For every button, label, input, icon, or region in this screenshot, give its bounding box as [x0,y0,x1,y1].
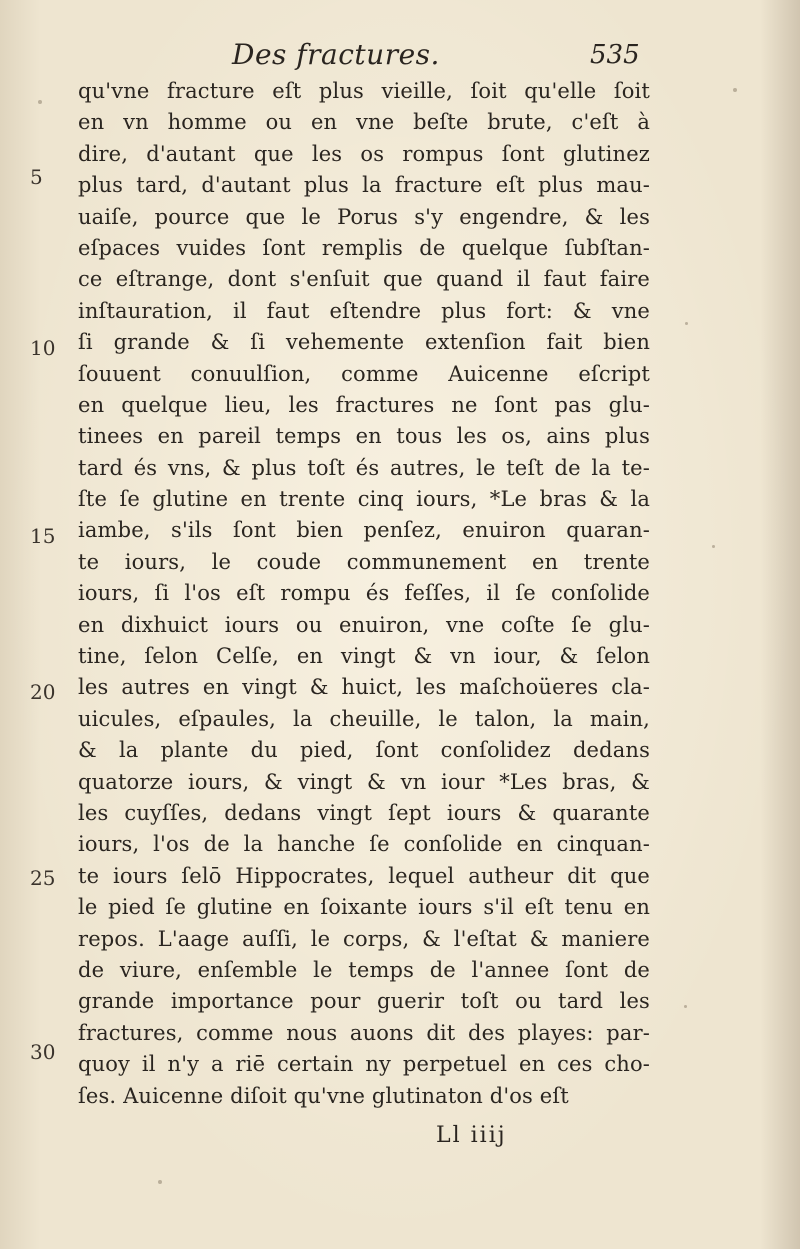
text-line: les autres en vingt & huict, les maſchoüeres cla- [78,675,650,700]
text-line: dire, d'autant que les os rompus ſont glutinez [78,141,650,166]
margin-line-number: 30 [30,1040,56,1064]
text-line: grande importance pour guerir toſt ou tard les [78,989,650,1014]
text-line: en vn homme ou en vne beſte brute, c'eſt à [78,110,650,135]
text-line: uicules, eſpaules, la cheuille, le talon, la main, [78,706,650,731]
text-line: tine, ſelon Celſe, en vingt & vn iour, & ſelon [78,644,650,669]
margin-line-number: 25 [30,866,56,890]
text-line: iours, l'os de la hanche ſe conſolide en cinquan- [78,832,650,857]
text-line: iambe, s'ils ſont bien penſez, enuiron quaran- [78,518,650,543]
text-line: te iours ſelō Hippocrates, lequel autheur dit que [78,863,650,888]
paper-speck [38,100,42,104]
text-line: ſte ſe glutine en trente cinq iours, *Le bras & la [78,487,650,512]
text-line: ſes. Auicenne diſoit qu'vne glutinaton d'os eſt [78,1083,569,1108]
text-line: ce eſtrange, dont s'enſuit que quand il faut faire [78,267,650,292]
margin-line-number: 20 [30,680,56,704]
text-line: ſi grande & ſi vehemente extenſion fait bien [78,330,650,355]
text-line: repos. L'aage auſſi, le corps, & l'eſtat & maniere [78,926,650,951]
page-number: 535 [590,40,640,70]
paper-speck [158,1180,162,1184]
text-line: quatorze iours, & vingt & vn iour *Les bras, & [78,769,650,794]
text-line: eſpaces vuides ſont remplis de quelque ſubſtan- [78,235,650,260]
margin-line-number: 15 [30,524,56,548]
signature-mark: Ll iiij [436,1123,507,1148]
text-line: uaiſe, pource que le Porus s'y engendre, & les [78,204,650,229]
text-line: fractures, comme nous auons dit des playes: par- [78,1020,650,1045]
text-line: inſtauration, il faut eſtendre plus fort: & vne [78,298,650,323]
text-line: ſouuent conuulſion, comme Auicenne eſcript [78,361,650,386]
text-line: tard és vns, & plus toſt és autres, le teſt de la te- [78,455,650,480]
text-line: iours, ſi l'os eſt rompu és feſſes, il ſe conſolide [78,581,650,606]
text-line: qu'vne fracture eſt plus vieille, ſoit qu'elle ſoit [78,79,650,103]
text-line: les cuyſſes, dedans vingt ſept iours & quarante [78,800,650,825]
paper-speck [685,322,688,325]
paper-speck [712,545,715,548]
text-line: tinees en pareil temps en tous les os, ains plus [78,424,650,449]
margin-line-number: 10 [30,336,56,360]
text-line: te iours, le coude communement en trente [78,549,650,574]
paper-speck [733,88,737,92]
text-line: le pied ſe glutine en ſoixante iours s'il eſt tenu en [78,895,650,920]
text-line: plus tard, d'autant plus la fracture eſt plus mau- [78,173,650,198]
text-line: quoy il n'y a riē certain ny perpetuel en ces cho- [78,1052,650,1077]
running-title: Des fractures. [232,38,440,71]
text-line: en quelque lieu, les fractures ne ſont pas glu- [78,392,650,417]
text-line: de viure, enſemble le temps de l'annee ſont de [78,957,650,982]
running-head [0,38,800,78]
text-line: & la plante du pied, ſont conſolidez dedans [78,738,650,763]
text-line: en dixhuict iours ou enuiron, vne coſte ſe glu- [78,612,650,637]
paper-speck [684,1005,687,1008]
body-text [78,76,650,1112]
margin-line-number: 5 [30,165,43,189]
